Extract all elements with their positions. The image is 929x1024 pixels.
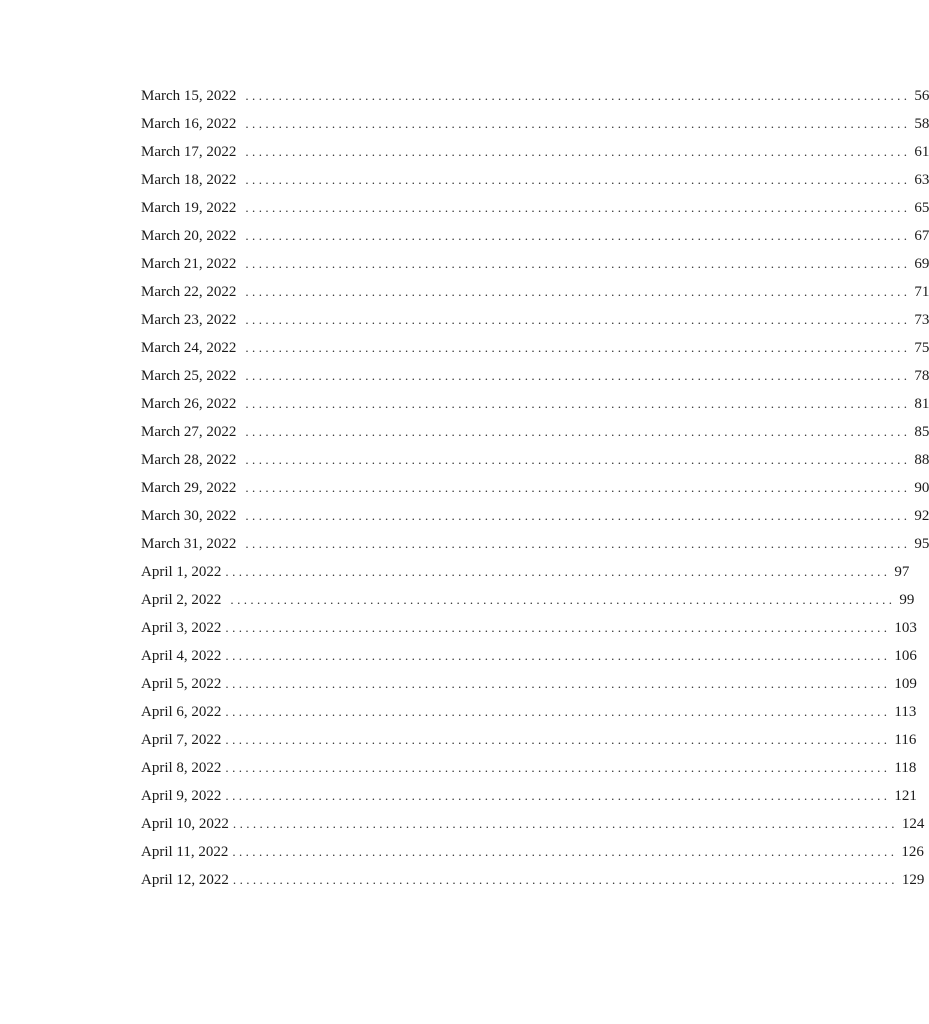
toc-entry-page-number: 116 xyxy=(894,732,917,748)
toc-entry-page-number: 99 xyxy=(899,592,915,608)
toc-entry-title: March 24, 2022 xyxy=(141,340,237,356)
toc-entry[interactable] xyxy=(141,838,924,866)
toc-entry[interactable] xyxy=(141,530,929,558)
toc-entry[interactable] xyxy=(141,418,929,446)
toc-entry[interactable] xyxy=(141,810,925,838)
toc-dot-leader: .................................................................................................... xyxy=(225,676,891,691)
toc-entry[interactable] xyxy=(141,306,929,334)
toc-entry-title: April 8, 2022 xyxy=(141,760,222,776)
toc-entry-title: March 29, 2022 xyxy=(141,480,237,496)
toc-dot-leader: .................................................................................................... xyxy=(225,760,891,775)
toc-entry[interactable] xyxy=(141,586,915,614)
toc-entry-title: March 21, 2022 xyxy=(141,256,237,272)
toc-entry[interactable] xyxy=(141,362,929,390)
toc-dot-leader: .................................................................................................... xyxy=(232,872,898,887)
toc-dot-leader: .................................................................................................... xyxy=(245,200,911,215)
toc-dot-leader: .................................................................................................... xyxy=(245,508,911,523)
toc-entry-title: March 30, 2022 xyxy=(141,508,237,524)
toc-entry[interactable] xyxy=(141,166,929,194)
toc-entry[interactable] xyxy=(141,614,917,642)
toc-entry-title: April 7, 2022 xyxy=(141,732,222,748)
toc-entry-title: March 25, 2022 xyxy=(141,368,237,384)
toc-entry-page-number: 103 xyxy=(894,620,917,636)
toc-entry-page-number: 92 xyxy=(914,508,929,524)
toc-entry-page-number: 95 xyxy=(914,536,929,552)
toc-entry-page-number: 90 xyxy=(914,480,929,496)
table-of-contents xyxy=(141,82,929,894)
toc-entry-title: April 12, 2022 xyxy=(141,872,229,888)
toc-entry-title: March 18, 2022 xyxy=(141,172,237,188)
toc-entry-page-number: 109 xyxy=(894,676,917,692)
toc-entry-title: April 5, 2022 xyxy=(141,676,222,692)
toc-entry-page-number: 73 xyxy=(914,312,929,328)
toc-entry-page-number: 129 xyxy=(901,872,925,888)
toc-entry[interactable] xyxy=(141,110,929,138)
toc-entry-title: April 2, 2022 xyxy=(141,592,222,608)
toc-entry-title: April 10, 2022 xyxy=(141,816,229,832)
toc-dot-leader: .................................................................................................... xyxy=(230,592,896,607)
toc-entry-page-number: 69 xyxy=(914,256,929,272)
toc-entry-page-number: 97 xyxy=(894,564,910,580)
toc-entry-page-number: 56 xyxy=(914,88,929,104)
toc-dot-leader: .................................................................................................... xyxy=(225,620,891,635)
toc-entry-title: April 1, 2022 xyxy=(141,564,222,580)
toc-entry-page-number: 106 xyxy=(894,648,917,664)
toc-entry-page-number: 113 xyxy=(894,704,917,720)
toc-entry[interactable] xyxy=(141,866,925,894)
toc-entry[interactable] xyxy=(141,194,929,222)
toc-entry-page-number: 126 xyxy=(901,844,924,860)
toc-dot-leader: .................................................................................................... xyxy=(245,144,911,159)
toc-entry-page-number: 63 xyxy=(914,172,929,188)
toc-dot-leader: .................................................................................................... xyxy=(225,648,891,663)
toc-entry[interactable] xyxy=(141,82,929,110)
toc-entry-page-number: 58 xyxy=(914,116,929,132)
toc-entry-page-number: 121 xyxy=(894,788,917,804)
toc-entry-page-number: 65 xyxy=(914,200,929,216)
toc-dot-leader: .................................................................................................... xyxy=(245,312,911,327)
toc-dot-leader: .................................................................................................... xyxy=(245,452,911,467)
toc-entry[interactable] xyxy=(141,138,929,166)
toc-entry[interactable] xyxy=(141,250,929,278)
toc-entry-title: March 19, 2022 xyxy=(141,200,237,216)
toc-entry-page-number: 88 xyxy=(914,452,929,468)
toc-entry-title: March 26, 2022 xyxy=(141,396,237,412)
toc-entry[interactable] xyxy=(141,782,917,810)
toc-entry-page-number: 75 xyxy=(914,340,929,356)
toc-dot-leader: .................................................................................................... xyxy=(225,704,891,719)
toc-entry-title: March 22, 2022 xyxy=(141,284,237,300)
toc-entry[interactable] xyxy=(141,558,910,586)
toc-dot-leader: .................................................................................................... xyxy=(245,88,911,103)
toc-entry[interactable] xyxy=(141,390,929,418)
toc-entry-page-number: 81 xyxy=(914,396,929,412)
toc-entry-title: March 15, 2022 xyxy=(141,88,237,104)
toc-dot-leader: .................................................................................................... xyxy=(232,844,898,859)
toc-dot-leader: .................................................................................................... xyxy=(245,228,911,243)
toc-dot-leader: .................................................................................................... xyxy=(245,116,911,131)
toc-dot-leader: .................................................................................................... xyxy=(225,788,891,803)
toc-entry[interactable] xyxy=(141,754,917,782)
toc-entry[interactable] xyxy=(141,726,917,754)
toc-entry[interactable] xyxy=(141,642,917,670)
toc-entry[interactable] xyxy=(141,698,917,726)
toc-dot-leader: .................................................................................................... xyxy=(245,480,911,495)
toc-entry-title: March 20, 2022 xyxy=(141,228,237,244)
toc-dot-leader: .................................................................................................... xyxy=(245,368,911,383)
toc-entry-title: March 16, 2022 xyxy=(141,116,237,132)
toc-entry[interactable] xyxy=(141,222,929,250)
toc-dot-leader: .................................................................................................... xyxy=(245,172,911,187)
toc-entry-page-number: 71 xyxy=(914,284,929,300)
toc-dot-leader: .................................................................................................... xyxy=(225,732,891,747)
toc-entry[interactable] xyxy=(141,334,929,362)
toc-entry-title: March 27, 2022 xyxy=(141,424,237,440)
toc-entry-title: April 9, 2022 xyxy=(141,788,222,804)
toc-entry-title: March 31, 2022 xyxy=(141,536,237,552)
toc-dot-leader: .................................................................................................... xyxy=(245,284,911,299)
toc-entry[interactable] xyxy=(141,474,929,502)
toc-entry-title: April 3, 2022 xyxy=(141,620,222,636)
toc-entry-page-number: 67 xyxy=(914,228,929,244)
toc-dot-leader: .................................................................................................... xyxy=(245,424,911,439)
toc-dot-leader: .................................................................................................... xyxy=(245,536,911,551)
toc-entry[interactable] xyxy=(141,278,929,306)
toc-entry-page-number: 78 xyxy=(914,368,929,384)
toc-dot-leader: .................................................................................................... xyxy=(245,340,911,355)
toc-dot-leader: .................................................................................................... xyxy=(245,396,911,411)
toc-entry-page-number: 124 xyxy=(901,816,925,832)
toc-entry-title: March 17, 2022 xyxy=(141,144,237,160)
toc-entry-page-number: 118 xyxy=(894,760,917,776)
toc-entry-page-number: 85 xyxy=(914,424,929,440)
toc-entry[interactable] xyxy=(141,670,917,698)
toc-entry-title: April 4, 2022 xyxy=(141,648,222,664)
toc-dot-leader: .................................................................................................... xyxy=(225,564,891,579)
toc-dot-leader: .................................................................................................... xyxy=(245,256,911,271)
toc-entry-page-number: 61 xyxy=(914,144,929,160)
toc-entry-title: March 28, 2022 xyxy=(141,452,237,468)
toc-dot-leader: .................................................................................................... xyxy=(232,816,898,831)
toc-entry[interactable] xyxy=(141,446,929,474)
toc-entry-title: April 6, 2022 xyxy=(141,704,222,720)
toc-entry-title: March 23, 2022 xyxy=(141,312,237,328)
toc-entry-title: April 11, 2022 xyxy=(141,844,229,860)
toc-entry[interactable] xyxy=(141,502,929,530)
